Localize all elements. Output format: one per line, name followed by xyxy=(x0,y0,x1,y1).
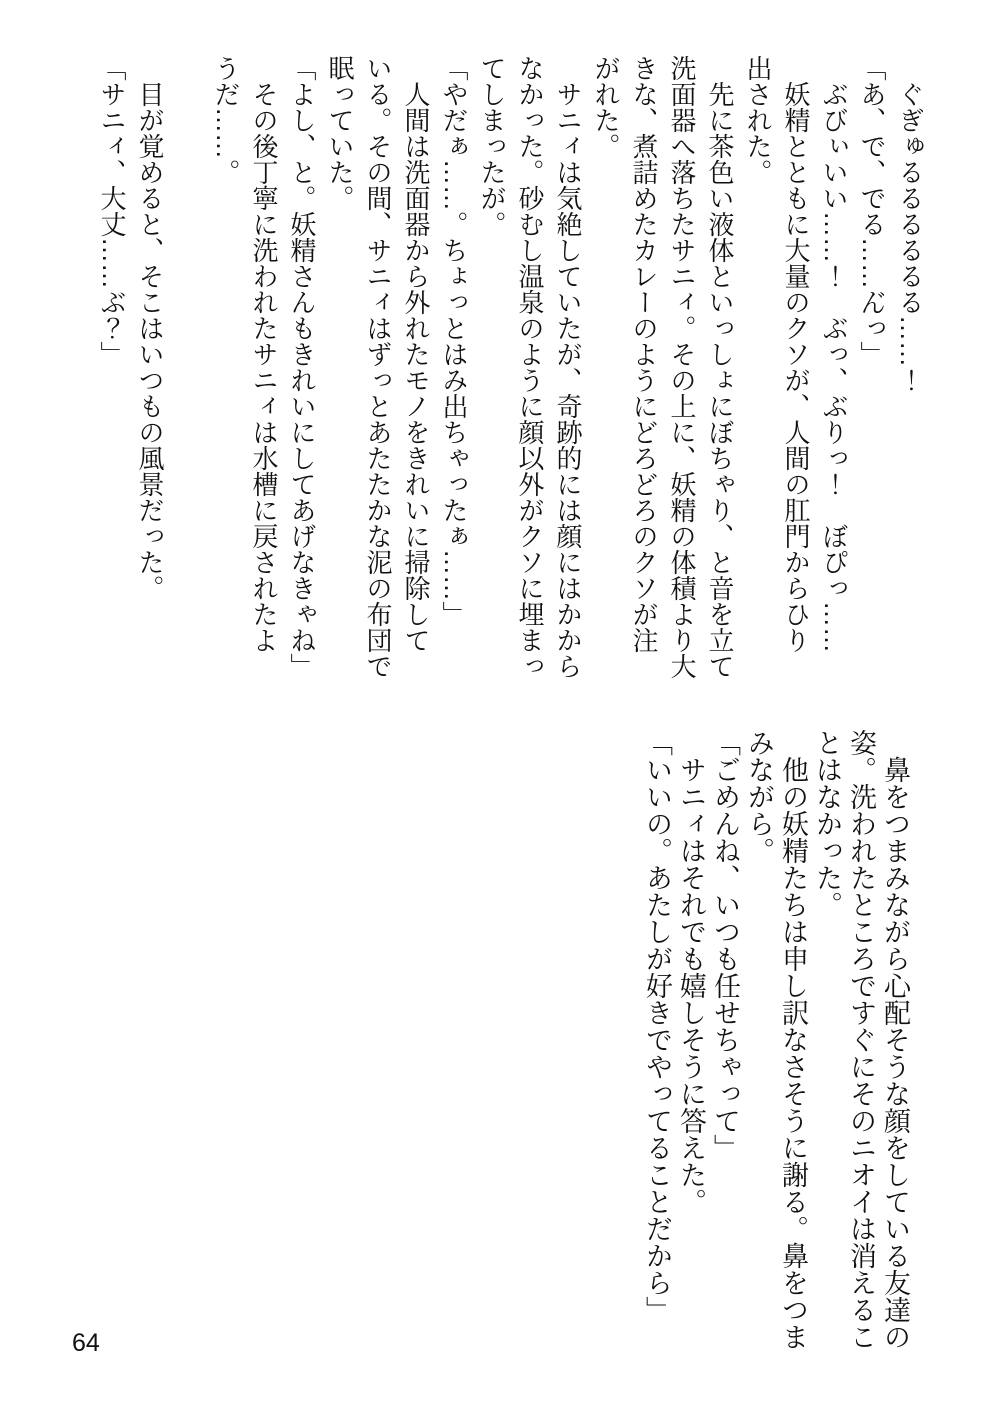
text-line: 他の妖精たちは申し訳なさそうに謝る。鼻をつま xyxy=(778,729,808,1350)
text-line: とはなかった。 xyxy=(812,729,842,918)
text-line: うだ……。 xyxy=(211,55,241,185)
text-line: その後丁寧に洗われたサニィは水槽に戻されたよ xyxy=(249,55,279,653)
text-line: 鼻をつまみながら心配そうな顔をしている友達の xyxy=(880,729,910,1350)
text-line: 「よし、と。妖精さんもきれいにしてあげなきゃね」 xyxy=(287,55,317,679)
text-line: 姿。洗われたところですぐにそのニオイは消えるこ xyxy=(846,729,876,1350)
text-line: サニィは気絶していたが、奇跡的には顔にはかから xyxy=(553,55,583,679)
text-line xyxy=(169,55,207,720)
text-line: ぶびぃいい……！ ぶっ、ぶりっ！ ぼぴっ…… xyxy=(819,55,849,653)
text-line: なかった。砂むし温泉のように顔以外がクソに埋まっ xyxy=(515,55,545,679)
text-line: 眠っていた。 xyxy=(325,55,355,211)
text-line: 「あ、で、でる……ん゙っ」 xyxy=(857,55,887,367)
text-line: みながら。 xyxy=(744,729,774,864)
text-line: 目が覚めると、そこはいつもの風景だった。 xyxy=(135,55,165,601)
text-line: 「サニィ、大丈……ぶ？」 xyxy=(97,55,127,367)
text-line: 先に茶色い液体といっしょにぼちゃり、と音を立て xyxy=(705,55,735,679)
text-line: 「やだぁ……。ちょっとはみ出ちゃったぁ……」 xyxy=(439,55,469,627)
text-line: がれた。 xyxy=(591,55,621,159)
text-block-top xyxy=(93,55,929,720)
text-line: 出された。 xyxy=(743,55,773,185)
text-line: サニィはそれでも嬉しそうに答えた。 xyxy=(676,729,706,1215)
text-line: 人間は洗面器から外れたモノをきれいに掃除して xyxy=(401,55,431,653)
text-line: きな、煮詰めたカレーのようにどろどろのクソが注 xyxy=(629,55,659,653)
text-line: 「いいの。あたしが好きでやってることだから」 xyxy=(642,729,672,1323)
page-number: 64 xyxy=(72,1329,100,1357)
text-line: 洗面器へ落ちたサニィ。その上に、妖精の体積より大 xyxy=(667,55,697,679)
text-line: いる。その間、サニィはずっとあたたかな泥の布団で xyxy=(363,55,393,679)
text-line: てしまったが。 xyxy=(477,55,507,237)
text-line: 妖精とともに大量のクソが、人間の肛門からひり xyxy=(781,55,811,653)
text-line: ぐぎゅるるるるるる……！ xyxy=(895,55,925,393)
text-line: 「ごめんね、いつも任せちゃって」 xyxy=(710,729,740,1161)
text-block-bottom xyxy=(640,729,912,1374)
